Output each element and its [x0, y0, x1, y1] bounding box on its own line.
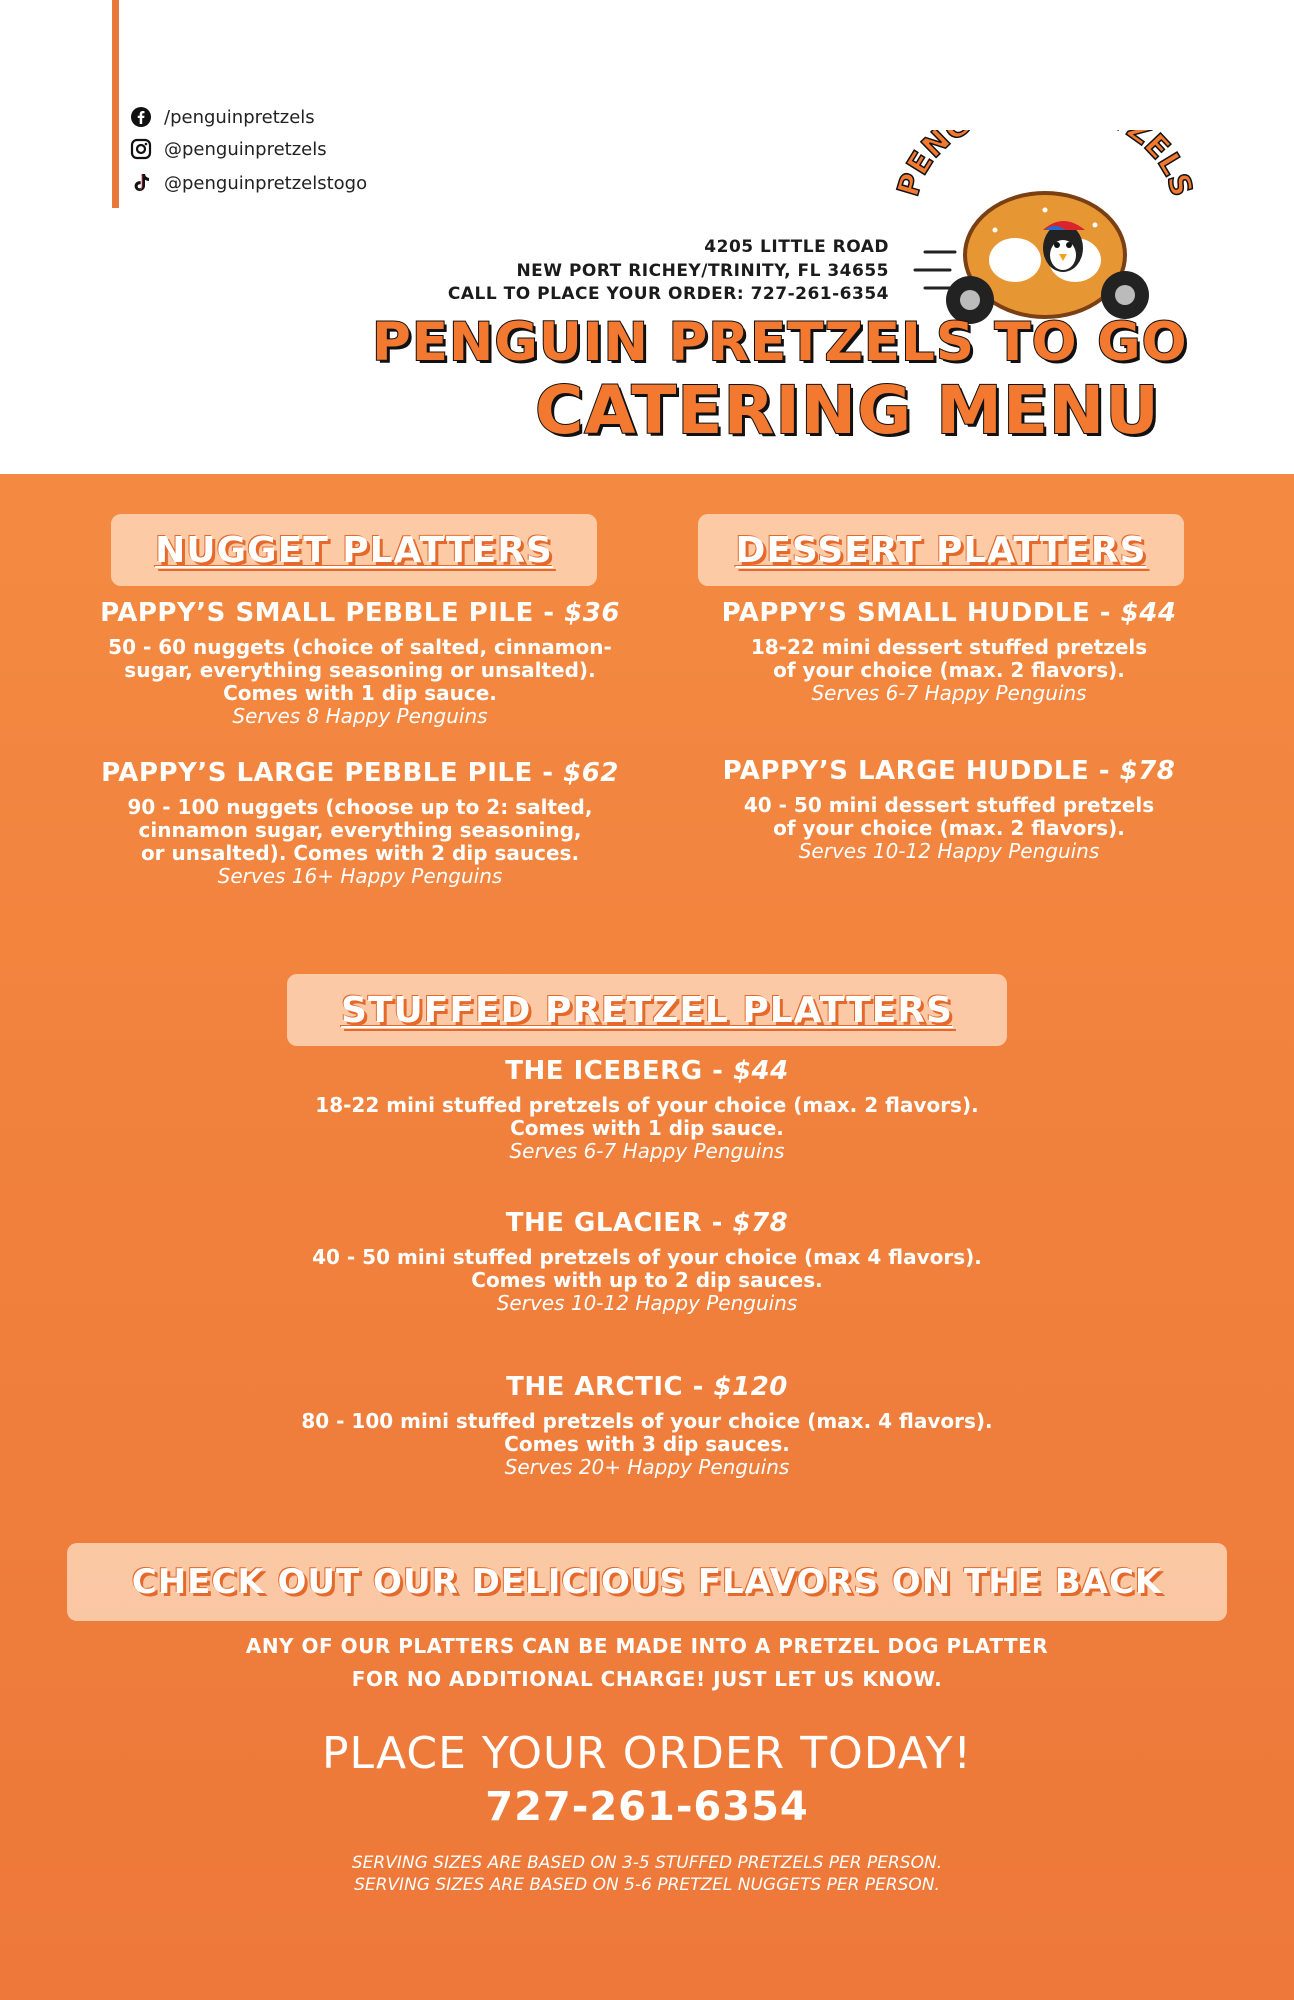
tiktok-handle: @penguinpretzelstogo — [164, 172, 368, 194]
menu-item — [200, 1208, 1094, 1315]
menu-item — [200, 1056, 1094, 1163]
business-title: PENGUIN PRETZELS TO GO — [372, 312, 1188, 373]
item-price: $44 — [1120, 598, 1177, 628]
item-description: 80 - 100 mini stuffed pretzels of your choice (max. 4 flavors). — [301, 1409, 993, 1433]
note-line: FOR NO ADDITIONAL CHARGE! JUST LET US KNOW. — [351, 1667, 943, 1691]
address-line-1: 4205 LITTLE ROAD — [704, 237, 889, 257]
item-description: 50 - 60 nuggets (choice of salted, cinnamon- — [108, 635, 612, 659]
penguin-pretzels-logo — [895, 130, 1195, 330]
item-name: THE ICEBERG - — [505, 1056, 733, 1086]
order-cta: PLACE YOUR ORDER TODAY! — [321, 1728, 973, 1779]
tiktok-link[interactable] — [130, 172, 367, 194]
svg-text:PENGUIN PRETZELS: EN ZEL — [900, 130, 1190, 182]
menu-item — [200, 1372, 1094, 1479]
item-name: PAPPY’S LARGE PEBBLE PILE - — [101, 758, 564, 788]
item-price: $62 — [563, 758, 619, 788]
menu-item — [60, 758, 660, 888]
item-description: 18-22 mini dessert stuffed pretzels — [750, 635, 1148, 659]
footer-line: SERVING SIZES ARE BASED ON 3-5 STUFFED PRETZELS PER PERSON. — [351, 1853, 943, 1873]
accent-line — [112, 0, 119, 208]
item-name: PAPPY’S LARGE HUDDLE - — [722, 756, 1120, 786]
item-description: of your choice (max. 2 flavors). — [773, 658, 1125, 682]
order-phone[interactable]: 727-261-6354 — [485, 1784, 809, 1830]
item-name: PAPPY’S SMALL PEBBLE PILE - — [100, 598, 565, 628]
item-description: of your choice (max. 2 flavors). — [773, 816, 1125, 840]
pretzel-dog-note — [100, 1630, 1194, 1696]
stuffed-platters-heading: STUFFED PRETZEL PLATTERS — [341, 989, 953, 1031]
facebook-link[interactable] — [130, 106, 315, 128]
item-description: 40 - 50 mini dessert stuffed pretzels — [743, 793, 1155, 817]
note-line: ANY OF OUR PLATTERS CAN BE MADE INTO A PRETZEL DOG PLATTER — [245, 1634, 1049, 1658]
phone-line: CALL TO PLACE YOUR ORDER: 727-261-6354 — [447, 284, 889, 304]
header-area — [0, 0, 1294, 474]
item-price: $44 — [732, 1056, 789, 1086]
menu-item — [660, 598, 1238, 705]
flavors-banner-text: CHECK OUT OUR DELICIOUS FLAVORS ON THE BACK — [131, 1562, 1163, 1602]
footer-line: SERVING SIZES ARE BASED ON 5-6 PRETZEL NUGGETS PER PERSON. — [354, 1875, 940, 1895]
item-description: 18-22 mini stuffed pretzels of your choice (max. 2 flavors). — [315, 1093, 979, 1117]
item-price: $120 — [713, 1372, 788, 1402]
menu-item — [60, 598, 660, 728]
item-price: $78 — [732, 1208, 789, 1238]
item-price: $36 — [564, 598, 620, 628]
item-description: or unsalted). Comes with 2 dip sauces. — [140, 841, 580, 865]
nugget-platters-header — [111, 514, 597, 586]
item-description: 40 - 50 mini stuffed pretzels of your choice (max 4 flavors). — [312, 1245, 982, 1269]
dessert-platters-heading: DESSERT PLATTERS — [735, 529, 1147, 571]
item-serves: Serves 10-12 Happy Penguins — [496, 1291, 798, 1315]
menu-item — [660, 756, 1238, 863]
item-serves: Serves 8 Happy Penguins — [232, 704, 488, 728]
menu-body — [0, 474, 1294, 2000]
instagram-link[interactable] — [130, 138, 327, 160]
item-description: Comes with up to 2 dip sauces. — [471, 1268, 823, 1292]
tiktok-icon — [130, 172, 152, 194]
dessert-platters-header — [698, 514, 1184, 586]
item-description: Comes with 1 dip sauce. — [510, 1116, 784, 1140]
item-serves: Serves 16+ Happy Penguins — [217, 864, 503, 888]
item-description: Comes with 1 dip sauce. — [223, 681, 497, 705]
item-serves: Serves 6-7 Happy Penguins — [811, 681, 1087, 705]
facebook-icon — [130, 106, 152, 128]
item-name: PAPPY’S SMALL HUDDLE - — [721, 598, 1121, 628]
serving-size-footer — [100, 1852, 1194, 1896]
item-description: 90 - 100 nuggets (choose up to 2: salted, — [127, 795, 593, 819]
stuffed-platters-header — [287, 974, 1007, 1046]
item-serves: Serves 10-12 Happy Penguins — [798, 839, 1100, 863]
instagram-handle: @penguinpretzels — [164, 138, 327, 160]
item-serves: Serves 20+ Happy Penguins — [504, 1455, 790, 1479]
item-name: THE ARCTIC - — [506, 1372, 714, 1402]
item-price: $78 — [1119, 756, 1176, 786]
item-name: THE GLACIER - — [505, 1208, 733, 1238]
item-serves: Serves 6-7 Happy Penguins — [509, 1139, 785, 1163]
item-description: cinnamon sugar, everything seasoning, — [138, 818, 582, 842]
facebook-handle: /penguinpretzels — [164, 106, 315, 128]
flavors-banner — [67, 1543, 1227, 1621]
address-line-2: NEW PORT RICHEY/TRINITY, FL 34655 — [516, 261, 889, 281]
menu-title: CATERING MENU — [535, 372, 1160, 449]
item-description: sugar, everything seasoning or unsalted). — [124, 658, 596, 682]
item-description: Comes with 3 dip sauces. — [504, 1432, 790, 1456]
instagram-icon — [130, 138, 152, 160]
nugget-platters-heading: NUGGET PLATTERS — [155, 529, 553, 571]
